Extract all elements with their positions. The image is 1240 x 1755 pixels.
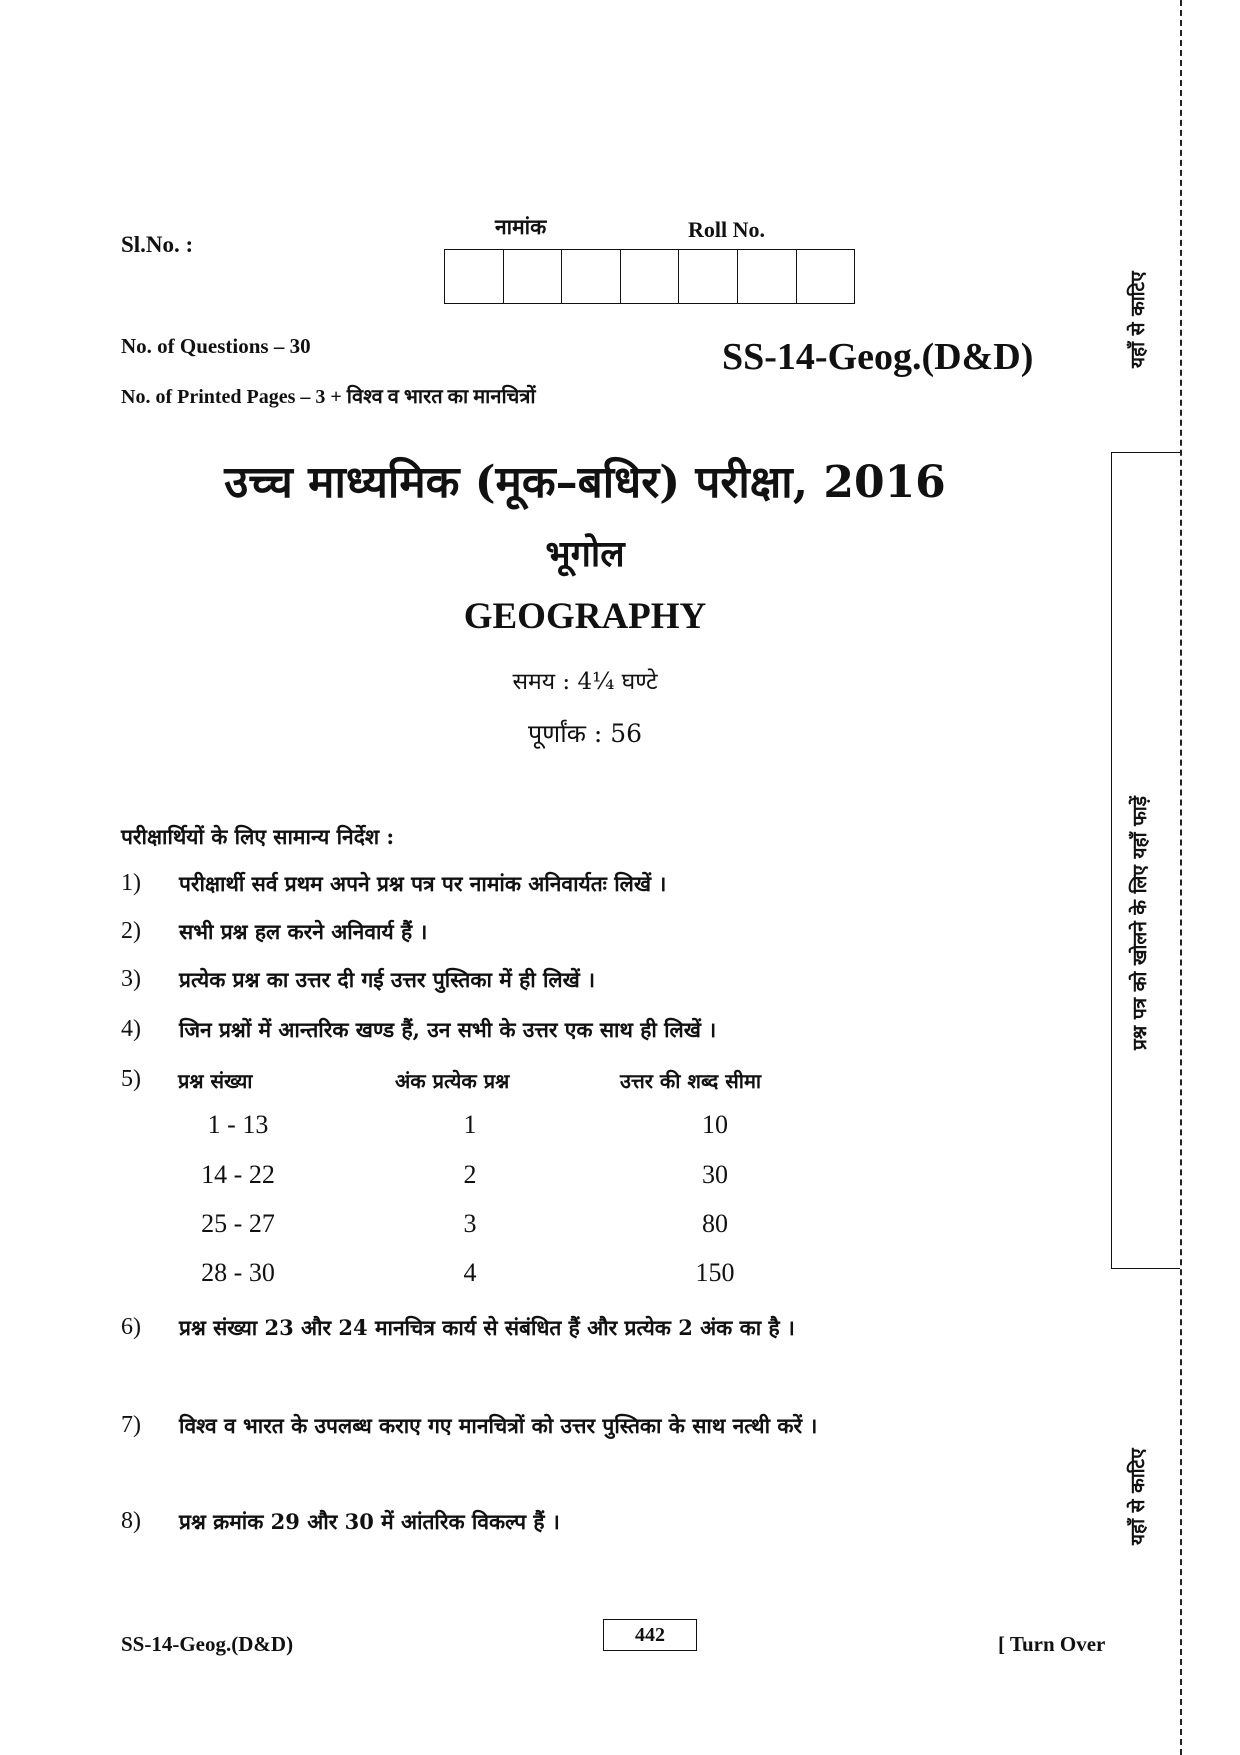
instruction-text: जिन प्रश्नों में आन्तरिक खण्ड हैं, उन सभी के उत्तर एक साथ ही लिखें । [179, 1017, 717, 1042]
roll-digit-box[interactable] [562, 250, 621, 303]
table-cell: 3 [463, 1209, 477, 1238]
instruction-number: 6) [121, 1314, 141, 1340]
turn-over-label: [ Turn Over [998, 1632, 1106, 1656]
paper-code: SS-14-Geog.(D&D) [722, 336, 1034, 378]
instruction-text: प्रश्न क्रमांक 29 और 30 में आंतरिक विकल्प हैं । [179, 1509, 560, 1534]
exam-title: उच्च माध्यमिक (मूक–बधिर) परीक्षा, 2016 [224, 457, 946, 508]
roll-digit-box[interactable] [679, 250, 738, 303]
instruction-text: विश्व व भारत के उपलब्ध कराए गए मानचित्रों को उत्तर पुस्तिका के साथ नत्थी करें । [179, 1413, 818, 1438]
instruction-number: 1) [121, 870, 141, 896]
instruction-text: प्रत्येक प्रश्न का उत्तर दी गई उत्तर पुस्तिका में ही लिखें । [179, 967, 596, 992]
instruction-number: 8) [121, 1508, 141, 1534]
instruction-item [121, 918, 427, 946]
roll-digit-box[interactable] [621, 250, 680, 303]
instruction-item [121, 870, 666, 898]
serial-number-label: Sl.No. : [121, 232, 194, 257]
roll-digit-box[interactable] [738, 250, 797, 303]
roll-digit-box[interactable] [797, 250, 855, 303]
namank-label: नामांक [495, 214, 547, 239]
table-cell: 14 - 22 [201, 1160, 275, 1189]
instruction-text: परीक्षार्थी सर्व प्रथम अपने प्रश्न पत्र पर नामांक अनिवार्यतः लिखें । [179, 871, 667, 896]
table-cell: 1 - 13 [207, 1110, 269, 1139]
subject-hindi: भूगोल [545, 533, 625, 575]
table-cell: 1 [463, 1110, 477, 1139]
instruction-item [121, 1412, 817, 1440]
instruction-item [121, 1016, 716, 1044]
cut-here-bottom-label: यहाँ से काटिए [1127, 1448, 1149, 1545]
roll-number-label: Roll No. [688, 217, 765, 242]
table-cell: 28 - 30 [201, 1258, 275, 1287]
table-cell: 2 [463, 1160, 477, 1189]
instruction-number: 4) [121, 1016, 141, 1042]
number-of-questions: No. of Questions – 30 [121, 334, 311, 358]
instruction-text: प्रश्न संख्या 23 और 24 मानचित्र कार्य से संबंधित हैं और प्रत्येक 2 अंक का है । [179, 1315, 795, 1340]
instruction-number: 7) [121, 1412, 141, 1438]
roll-number-boxes[interactable] [444, 249, 855, 304]
max-marks: पूर्णांक : 56 [527, 719, 643, 748]
table-header-marks-each: अंक प्रत्येक प्रश्न [395, 1069, 510, 1093]
table-header-word-limit: उत्तर की शब्द सीमा [620, 1069, 762, 1093]
instruction-number: 5) [121, 1066, 141, 1092]
page-number: 442 [603, 1619, 697, 1651]
roll-digit-box[interactable] [445, 250, 504, 303]
table-cell: 25 - 27 [201, 1209, 275, 1238]
exam-time: समय : 4¼ घण्टे [512, 669, 658, 695]
table-cell: 10 [702, 1110, 728, 1139]
table-cell: 30 [702, 1160, 728, 1189]
printed-pages: No. of Printed Pages – 3 + विश्व व भारत का मानचित्रों [121, 386, 536, 408]
instruction-item [121, 1508, 560, 1536]
instruction-item [121, 1066, 179, 1093]
instruction-number: 2) [121, 918, 141, 944]
table-cell: 150 [695, 1258, 735, 1287]
instruction-item [121, 1314, 795, 1342]
instruction-number: 3) [121, 966, 141, 992]
cut-line [1180, 0, 1182, 1755]
instructions-heading: परीक्षार्थियों के लिए सामान्य निर्देश : [121, 824, 395, 849]
instruction-text: सभी प्रश्न हल करने अनिवार्य हैं । [179, 919, 428, 944]
cut-here-top-label: यहाँ से काटिए [1127, 271, 1149, 368]
roll-digit-box[interactable] [504, 250, 563, 303]
subject-english: GEOGRAPHY [463, 596, 707, 637]
table-cell: 4 [463, 1258, 477, 1287]
footer-paper-code: SS-14-Geog.(D&D) [121, 1632, 294, 1656]
instruction-item [121, 966, 595, 994]
table-cell: 80 [702, 1209, 728, 1238]
tear-here-label: प्रश्न पत्र को खोलने के लिए यहाँ फाड़ें [1129, 796, 1151, 1050]
table-header-question-number: प्रश्न संख्या [178, 1069, 253, 1093]
